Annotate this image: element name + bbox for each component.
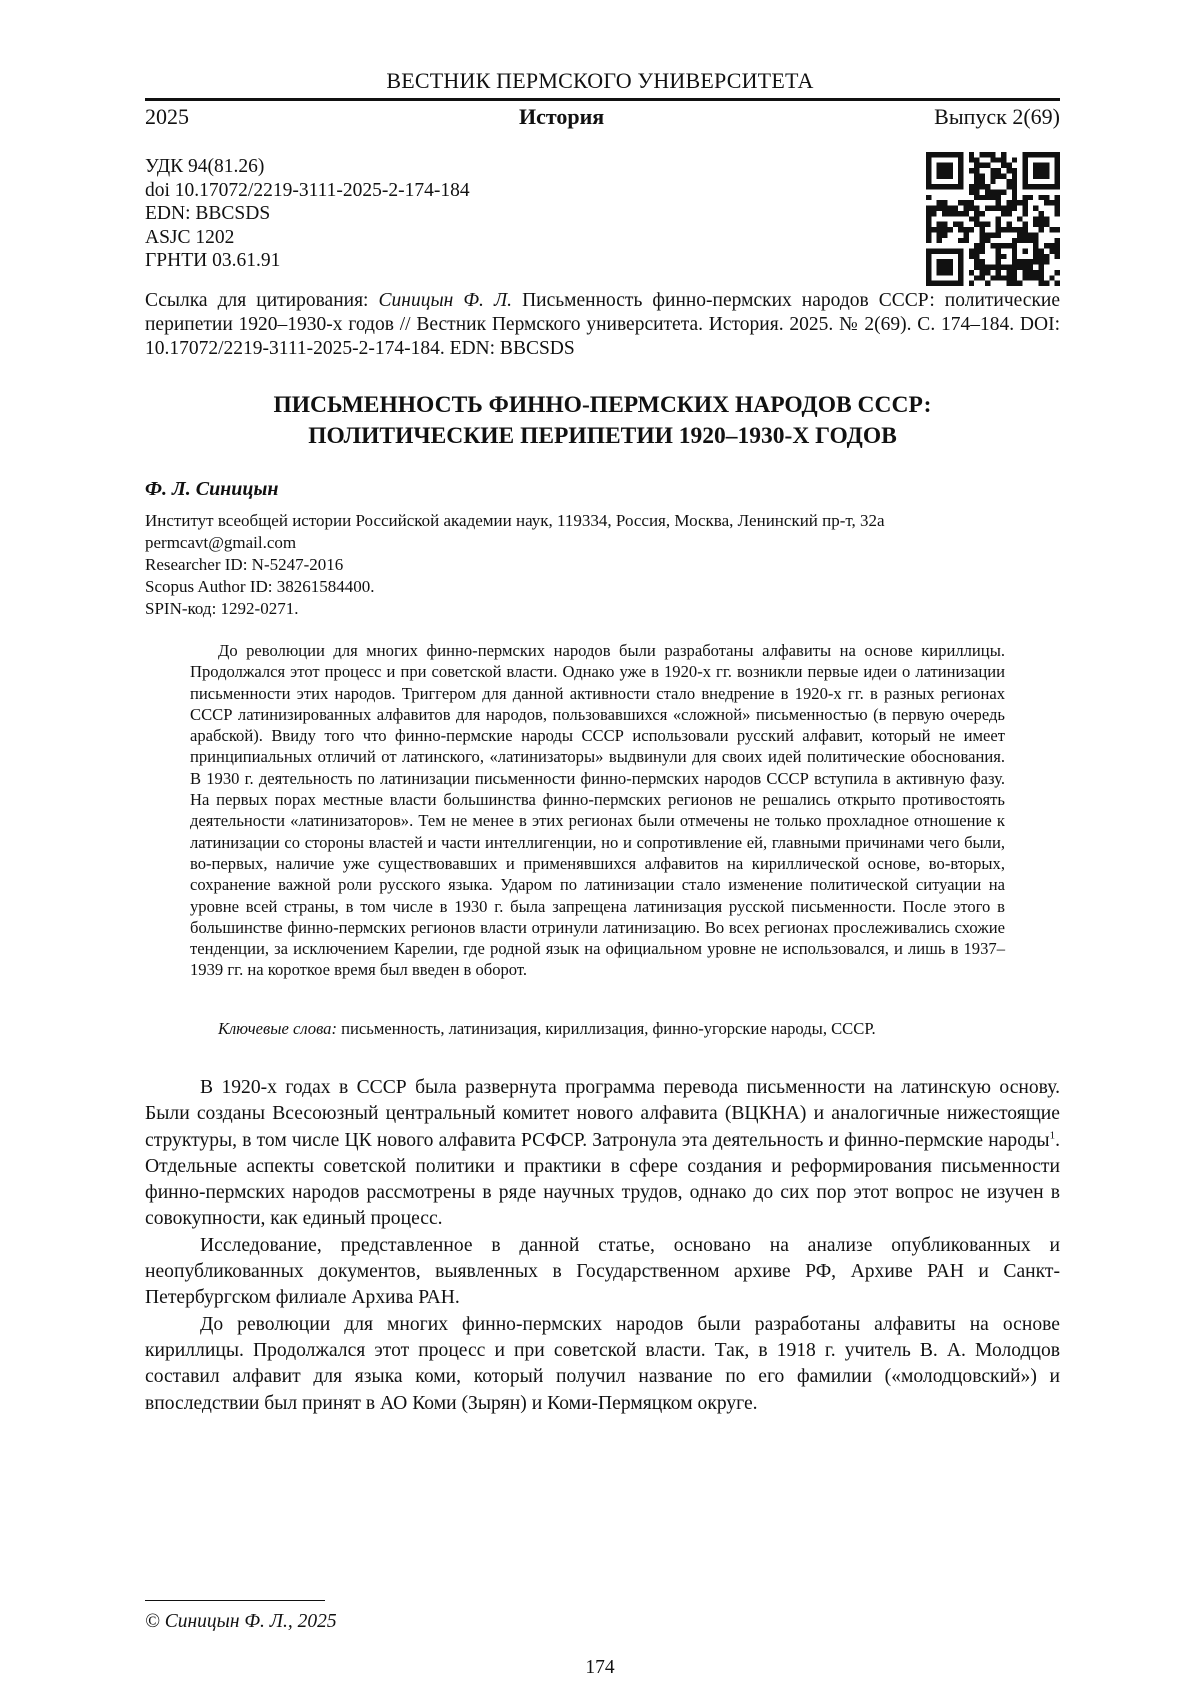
- title-line: ПИСЬМЕННОСТЬ ФИННО-ПЕРМСКИХ НАРОДОВ СССР:: [145, 390, 1060, 421]
- header-year: 2025: [145, 104, 189, 130]
- header-issue: Выпуск 2(69): [934, 104, 1060, 130]
- header-rule: [145, 98, 1060, 101]
- abstract: До революции для многих финно-пермских народов были разработаны алфавиты на основе кириллицы. Продолжался этот процесс и при советской власти. Однако уже в 1920-х гг. возникли первые идеи о латинизации письменности этих народов. Триггером для данной активности стало внедрение в 1920-х гг. в разных регионах СССР латинизированных алфавитов для народов, пользовавшихся «сложной» письменностью (в первую очередь арабской). Ввиду того что финно-пермские народы СССР использовали русский алфавит, который не имеет принципиальных отличий от латинского, «латинизаторы» выдвинули для своих идей политические обоснования. В 1930 г. деятельность по латинизации письменности финно-пермских народов СССР вступила в активную фазу. На первых порах местные власти большинства финно-пермских регионов не решались открыто противостоять деятельности «латинизаторов». Тем не менее в этих регионах были отмечены не только прохладное отношение к латинизации со стороны властей и части интеллигенции, но и сопротивление ей, главными причинами чего были, во-первых, наличие уже существовавших и применявшихся алфавитов на кириллической основе, во-вторых, сохранение важной роли русского языка. Ударом по латинизации стало изменение политической ситуации на уровне всей страны, в том числе в 1930 г. была запрещена латинизация русской письменности. После этого в большинстве финно-пермских регионов власти отринули латинизацию. Во всех регионах прослеживались схожие тенденции, за исключением Карелии, где родной язык на официальном уровне не использовался, и лишь в 1937–1939 гг. на короткое время был введен в оборот.: [190, 640, 1005, 981]
- running-header: [145, 104, 1060, 130]
- scopus-id: Scopus Author ID: 38261584400.: [145, 576, 885, 598]
- udk: УДК 94(81.26): [145, 155, 470, 179]
- article-title: [145, 390, 1060, 452]
- citation-label: Ссылка для цитирования:: [145, 290, 368, 311]
- citation-author: Синицын Ф. Л.: [379, 290, 513, 311]
- keywords-label: Ключевые слова:: [218, 1019, 337, 1038]
- footnote-ref[interactable]: 1: [1050, 1129, 1056, 1141]
- copyright-footnote: © Синицын Ф. Л., 2025: [145, 1611, 337, 1633]
- page-number: 174: [0, 1657, 1200, 1679]
- keywords-text: письменность, латинизация, кириллизация, финно-угорские народы, СССР.: [341, 1019, 875, 1038]
- paragraph-text: . Отдельные аспекты советской политики и практики в сфере создания и реформирования письменности финно-пермских народов рассмотрены в ряде научных трудов, однако до сих пор этот вопрос не изучен в совокупности, как единый процесс.: [145, 1130, 1060, 1230]
- paragraph: Исследование, представленное в данной статье, основано на анализе опубликованных и неопубликованных документов, выявленных в Государственном архиве РФ, Архиве РАН и Санкт-Петербургском филиале Архива РАН.: [145, 1233, 1060, 1312]
- journal-title: ВЕСТНИК ПЕРМСКОГО УНИВЕРСИТЕТА: [0, 68, 1200, 94]
- grnti: ГРНТИ 03.61.91: [145, 249, 470, 273]
- researcher-id: Researcher ID: N-5247-2016: [145, 554, 885, 576]
- email: permcavt@gmail.com: [145, 532, 885, 554]
- edn: EDN: BBCSDS: [145, 202, 470, 226]
- author-info: [145, 510, 885, 620]
- keywords: [190, 1018, 1005, 1039]
- citation-text: Письменность финно-пермских народов СССР: политические перипетии 1920–1930-х годов // Вестник Пермского университета. История. 2025. № 2(69). С. 174–184. DOI: 10.17072/2219-3111-2025-2-174-184. EDN: BBCSDS: [145, 290, 1060, 359]
- paragraph: [145, 1075, 1060, 1233]
- paragraph: До революции для многих финно-пермских народов были разработаны алфавиты на основе кириллицы. Продолжался этот процесс и при советской власти. Так, в 1918 г. учитель В. А. Молодцов составил алфавит для языка коми, который получил название по его фамилии («молодцовский») и впоследствии был принят в АО Коми (Зырян) и Коми-Пермяцком округе.: [145, 1312, 1060, 1417]
- article-body: [145, 1075, 1060, 1417]
- article-metadata: [145, 155, 470, 273]
- title-line: ПОЛИТИЧЕСКИЕ ПЕРИПЕТИИ 1920–1930-Х ГОДОВ: [145, 421, 1060, 452]
- affiliation: Институт всеобщей истории Российской академии наук, 119334, Россия, Москва, Ленинский пр-т, 32а: [145, 510, 885, 532]
- doi: doi 10.17072/2219-3111-2025-2-174-184: [145, 179, 470, 203]
- asjc: ASJC 1202: [145, 226, 470, 250]
- citation: [145, 289, 1060, 361]
- header-section: История: [519, 104, 604, 130]
- paragraph-text: В 1920-х годах в СССР была развернута программа перевода письменности на латинскую основу. Были созданы Всесоюзный центральный комитет нового алфавита (ВЦКНА) и аналогичные нижестоящие структуры, в том числе ЦК нового алфавита РСФСР. Затронула эта деятельность и финно-пермские народы: [145, 1077, 1060, 1151]
- spin-code: SPIN-код: 1292-0271.: [145, 598, 885, 620]
- qr-code: [926, 152, 1060, 286]
- footnote-rule: [145, 1600, 325, 1601]
- author-name: Ф. Л. Синицын: [145, 478, 279, 501]
